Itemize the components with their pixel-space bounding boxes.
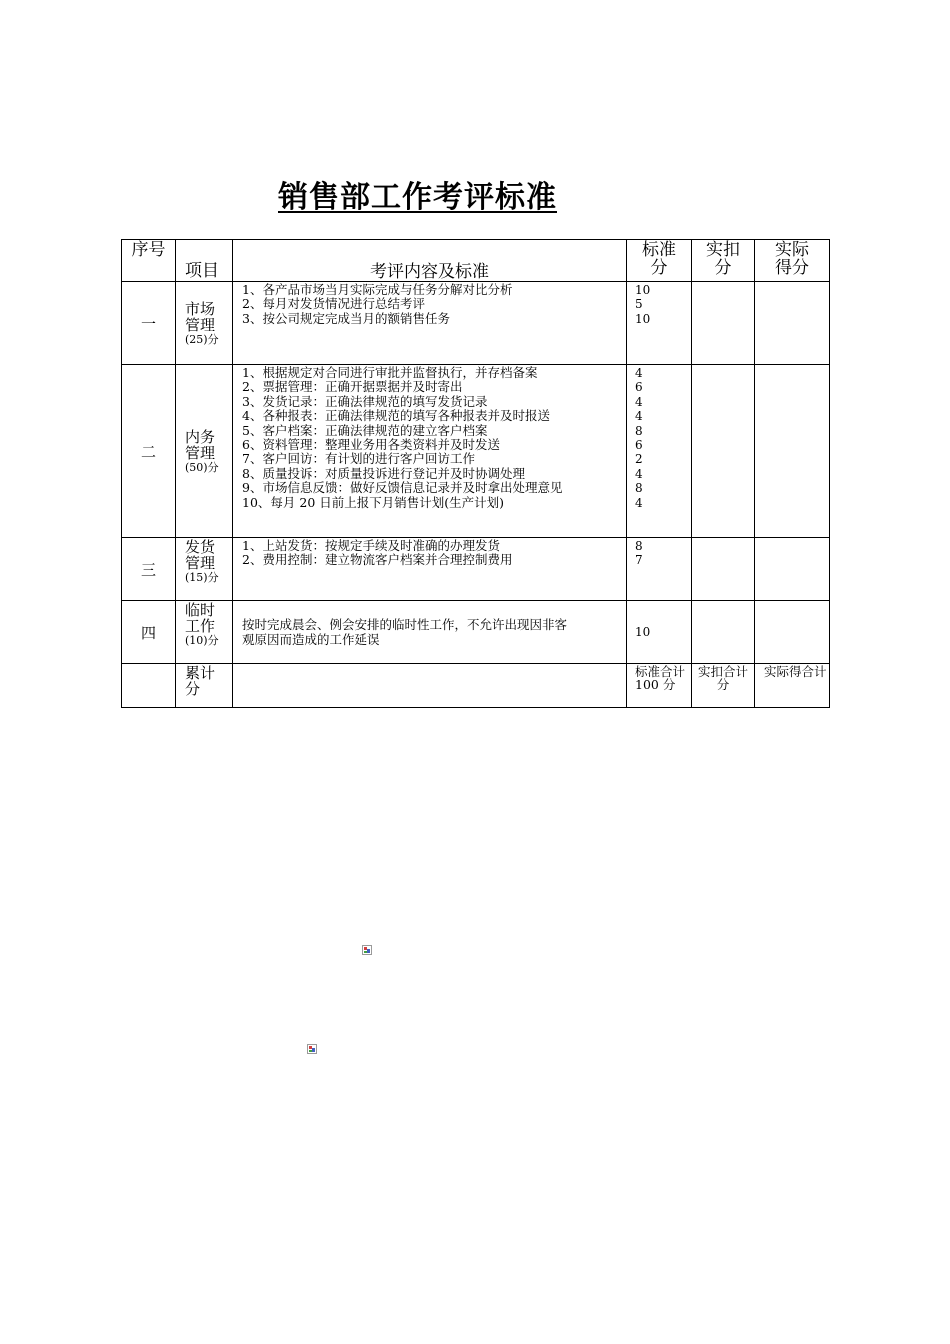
total-row (122, 664, 830, 708)
content-line: 10、每月 20 日前上报下月销售计划(生产计划) (242, 494, 505, 510)
row-seq: 三 (122, 538, 176, 601)
score-value: 4 (635, 495, 643, 510)
content-line: 1、上站发货：按规定手续及时准确的办理发货 (242, 538, 500, 553)
item-points: (50)分 (185, 461, 219, 474)
total-seq-cell (122, 664, 176, 708)
row-content (233, 282, 627, 365)
broken-image-icon (362, 945, 372, 955)
header-item: 项目 (176, 240, 233, 282)
content-line: 按时完成晨会、例会安排的临时性工作，不允许出现因非客 (242, 617, 568, 633)
total-deducted: 实扣合计分 (692, 664, 755, 708)
content-line: 观原因而造成的工作延误 (242, 631, 380, 647)
content-line: 3、发货记录：正确法律规范的填写发货记录 (242, 393, 488, 409)
score-value: 2 (635, 452, 643, 467)
score-value: 8 (635, 423, 643, 438)
row-seq: 一 (122, 282, 176, 365)
table-row (122, 282, 830, 365)
content-line: 1、根据规定对合同进行审批并监督执行，并存档备案 (242, 365, 538, 380)
broken-image-icon (307, 1044, 317, 1054)
row-item (176, 601, 233, 664)
row-actual-cell (755, 365, 830, 538)
score-value: 8 (635, 539, 643, 553)
row-actual-cell (755, 282, 830, 365)
content-line: 5、客户档案：正确法律规范的建立客户档案 (242, 422, 488, 438)
content-line: 9、市场信息反馈：做好反馈信息记录并及时拿出处理意见 (242, 480, 563, 496)
row-item (176, 538, 233, 601)
row-item (176, 282, 233, 365)
score-value: 5 (635, 297, 643, 312)
table-row (122, 365, 830, 538)
header-row (122, 240, 830, 282)
content-line: 2、费用控制：建立物流客户档案并合理控制费用 (242, 552, 513, 568)
score-value: 7 (635, 553, 643, 568)
item-name: 临时工作 (185, 601, 216, 635)
item-name: 内务管理 (185, 428, 216, 462)
item-name: 市场管理 (185, 300, 216, 334)
content-line: 7、客户回访：有计划的进行客户回访工作 (242, 451, 475, 467)
score-value: 10 (635, 625, 651, 640)
item-points: (10)分 (185, 634, 219, 647)
header-actual-score: 实际得分 (755, 240, 830, 282)
evaluation-table (121, 239, 830, 708)
page-title: 销售部工作考评标准 (278, 180, 557, 215)
score-value: 4 (635, 409, 643, 424)
content-line: 3、按公司规定完成当月的额销售任务 (242, 310, 450, 326)
row-content (233, 601, 627, 664)
total-actual: 实际得合计 (755, 664, 830, 708)
total-standard: 标准合计 100 分 (627, 664, 692, 708)
header-deducted-score: 实扣分 (692, 240, 755, 282)
row-deducted-cell (692, 365, 755, 538)
row-standard-scores (627, 282, 692, 365)
row-item (176, 365, 233, 538)
score-value: 4 (635, 366, 643, 380)
row-content (233, 365, 627, 538)
total-label: 累计分 (176, 664, 233, 708)
item-points: (25)分 (185, 333, 219, 346)
score-value: 4 (635, 466, 643, 481)
row-seq: 四 (122, 601, 176, 664)
score-value: 6 (635, 438, 643, 453)
header-content: 考评内容及标准 (233, 240, 627, 282)
content-line: 8、质量投诉：对质量投诉进行登记并及时协调处理 (242, 465, 525, 481)
row-actual-cell (755, 601, 830, 664)
row-content (233, 538, 627, 601)
row-deducted-cell (692, 601, 755, 664)
table-row (122, 601, 830, 664)
header-seq: 序号 (122, 240, 176, 282)
content-line: 1、各产品市场当月实际完成与任务分解对比分析 (242, 282, 513, 297)
row-standard-scores (627, 601, 692, 664)
content-line: 2、每月对发货情况进行总结考评 (242, 296, 425, 312)
row-standard-scores (627, 365, 692, 538)
score-value: 4 (635, 394, 643, 409)
row-deducted-cell (692, 282, 755, 365)
row-standard-scores (627, 538, 692, 601)
score-value: 8 (635, 481, 643, 496)
row-actual-cell (755, 538, 830, 601)
content-line: 6、资料管理：整理业务用各类资料并及时发送 (242, 437, 500, 453)
score-value: 10 (635, 283, 651, 297)
content-line: 2、票据管理：正确开据票据并及时寄出 (242, 379, 463, 395)
content-line: 4、各种报表：正确法律规范的填写各种报表并及时报送 (242, 408, 550, 424)
item-points: (15)分 (185, 571, 219, 584)
row-deducted-cell (692, 538, 755, 601)
score-value: 6 (635, 380, 643, 395)
table-row (122, 538, 830, 601)
row-seq: 二 (122, 365, 176, 538)
header-standard-score: 标准分 (627, 240, 692, 282)
total-content-cell (233, 664, 627, 708)
item-name: 发货管理 (185, 538, 216, 572)
score-value: 10 (635, 311, 651, 326)
